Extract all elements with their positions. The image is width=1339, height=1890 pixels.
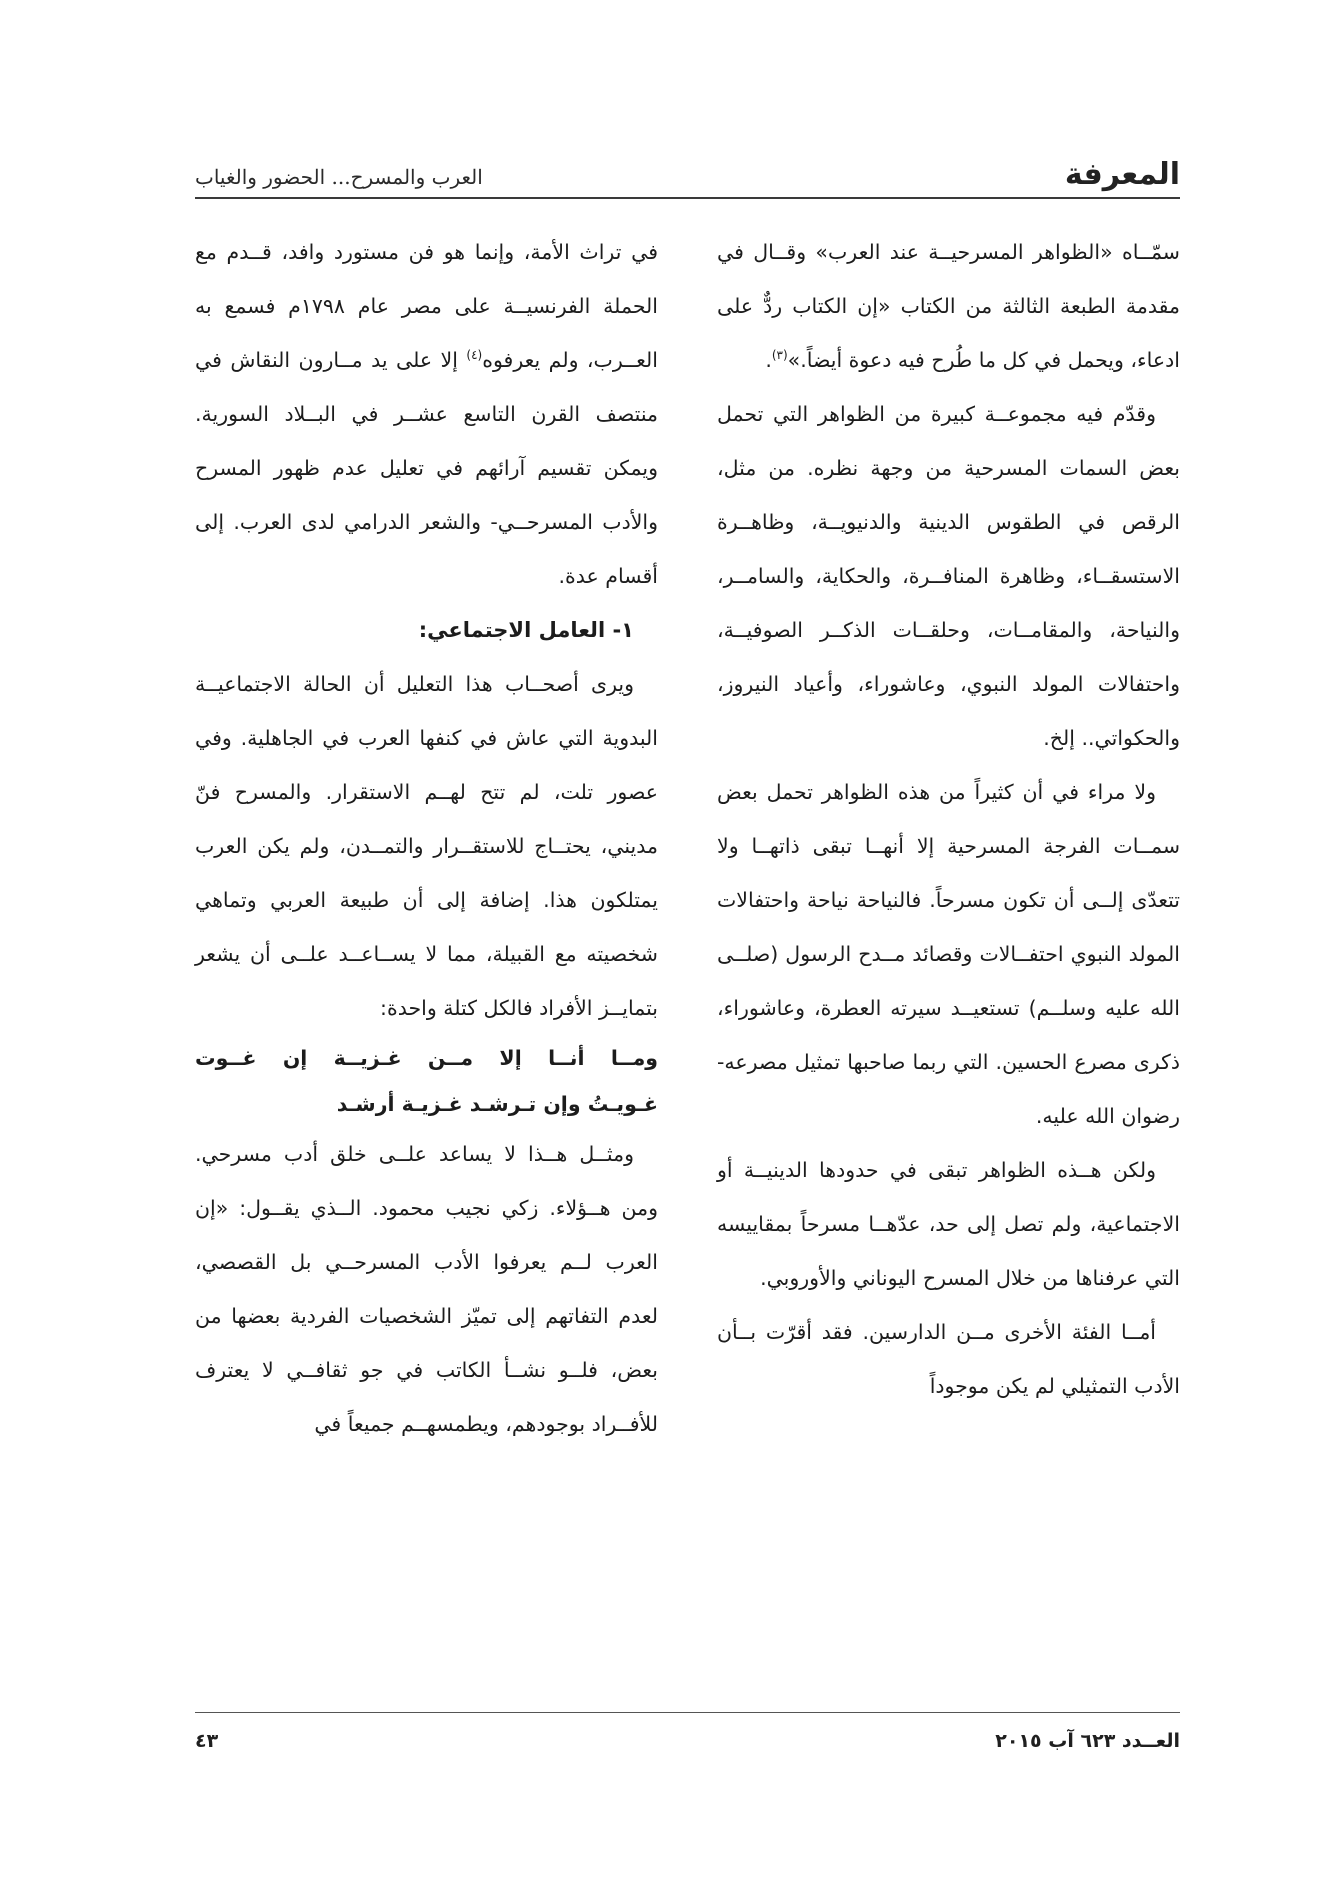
running-title: العرب والمسرح... الحضور والغياب [195,165,483,189]
page-number: ٤٣ [195,1730,219,1752]
paragraph-text: سمّــاه «الظواهر المسرحيــة عند العرب» وقــال في مقدمة الطبعة الثالثة من الكتاب «إن الكتاب ردٌّ على ادعاء، ويحمل في كل ما طُرح فيه دعوة أيضاً.» [717,240,1180,372]
paragraph [195,225,658,603]
paragraph: ولا مراء في أن كثيراً من هذه الظواهر تحمل بعض سمــات الفرجة المسرحية إلا أنهــا تبقى ذاتهــا ولا تتعدّى إلــى أن تكون مسرحاً. فالنياحة نياحة واحتفالات المولد النبوي احتفــالات وقصائد مــدح الرسول (صلــى الله عليه وسلــم) تستعيــد سيرته العطرة، وعاشوراء، ذكرى مصرع الحسين. التي ربما صاحبها تمثيل مصرعه- رضوان الله عليه. [717,780,1180,1128]
header-divider [195,197,1180,199]
issue-info: العــدد ٦٢٣ آب ٢٠١٥ [995,1730,1180,1752]
paragraph-text: في تراث الأمة، وإنما هو فن مستورد وافد، قــدم مع الحملة الفرنسيــة على مصر عام ١٧٩٨م فسمع به العــرب، ولم يعرفوه [195,240,658,372]
paragraph-end: . [765,348,772,372]
magazine-logo: المعرفة [1064,157,1180,192]
footer-divider [195,1712,1180,1713]
page-footer [195,1730,1180,1752]
section-heading: ١- العامل الاجتماعي: [418,618,634,642]
paragraph: ولكن هــذه الظواهر تبقى في حدودها الدينيــة أو الاجتماعية، ولم تصل إلى حد، عدّهــا مسرحاً بمقاييسه التي عرفناها من خلال المسرح اليوناني والأوروبي. [717,1158,1180,1290]
paragraph: أمــا الفئة الأخرى مــن الدارسين. فقد أقرّت بــأن الأدب التمثيلي لم يكن موجوداً [717,1320,1180,1398]
footnote-ref: (٤) [466,348,483,363]
paragraph: وقدّم فيه مجموعــة كبيرة من الظواهر التي تحمل بعض السمات المسرحية من وجهة نظره. من مثل، الرقص في الطقوس الدينية والدنيويــة، وظاهــرة الاستسقــاء، وظاهرة المنافــرة، والحكاية، والسامــر، والنياحة، والمقامــات، وحلقــات الذكــر الصوفيــة، واحتفالات المولد النبوي، وعاشوراء، وأعياد النيروز، والحكواتي.. إلخ. [717,402,1180,750]
poem-verse-first: ومــا أنــا إلا مــن غـزيــة إن غــوت [195,1046,658,1070]
right-column [717,225,1180,1413]
page-header [195,150,1180,190]
poem-verse-second: غـويـتُ وإن تـرشـد غـزيـة أرشـد [336,1092,658,1116]
footnote-ref: (٣) [771,348,788,363]
paragraph: ويرى أصحــاب هذا التعليل أن الحالة الاجتماعيــة البدوية التي عاش في كنفها العرب في الجاهلية. وفي عصور تلت، لم تتح لهــم الاستقرار. والمسرح فنّ مديني، يحتــاج للاستقــرار والتمــدن، ولم يكن العرب يمتلكون هذا. إضافة إلى أن طبيعة العربي وتماهي شخصيته مع القبيلة، مما لا يســاعــد علــى أن يشعر بتمايــز الأفراد فالكل كتلة واحدة: [195,672,658,1020]
paragraph: ومثــل هــذا لا يساعد علــى خلق أدب مسرحي. ومن هــؤلاء. زكي نجيب محمود. الــذي يقــول: «إن العرب لــم يعرفوا الأدب المسرحــي بل القصصي، لعدم التفاتهم إلى تميّز الشخصيات الفردية بعضها من بعض، فلــو نشــأ الكاتب في جو ثقافــي لا يعترف للأفــراد بوجودهم، ويطمسهــم جميعاً في [195,1142,658,1436]
paragraph-text-continued: إلا على يد مــارون النقاش في منتصف القرن التاسع عشــر في البــلاد السورية. ويمكن تقسيم آرائهم في تعليل عدم ظهور المسرح والأدب المسرحــي- والشعر الدرامي لدى العرب. إلى أقسام عدة. [195,348,658,588]
paragraph [717,225,1180,387]
left-column [195,225,658,1451]
